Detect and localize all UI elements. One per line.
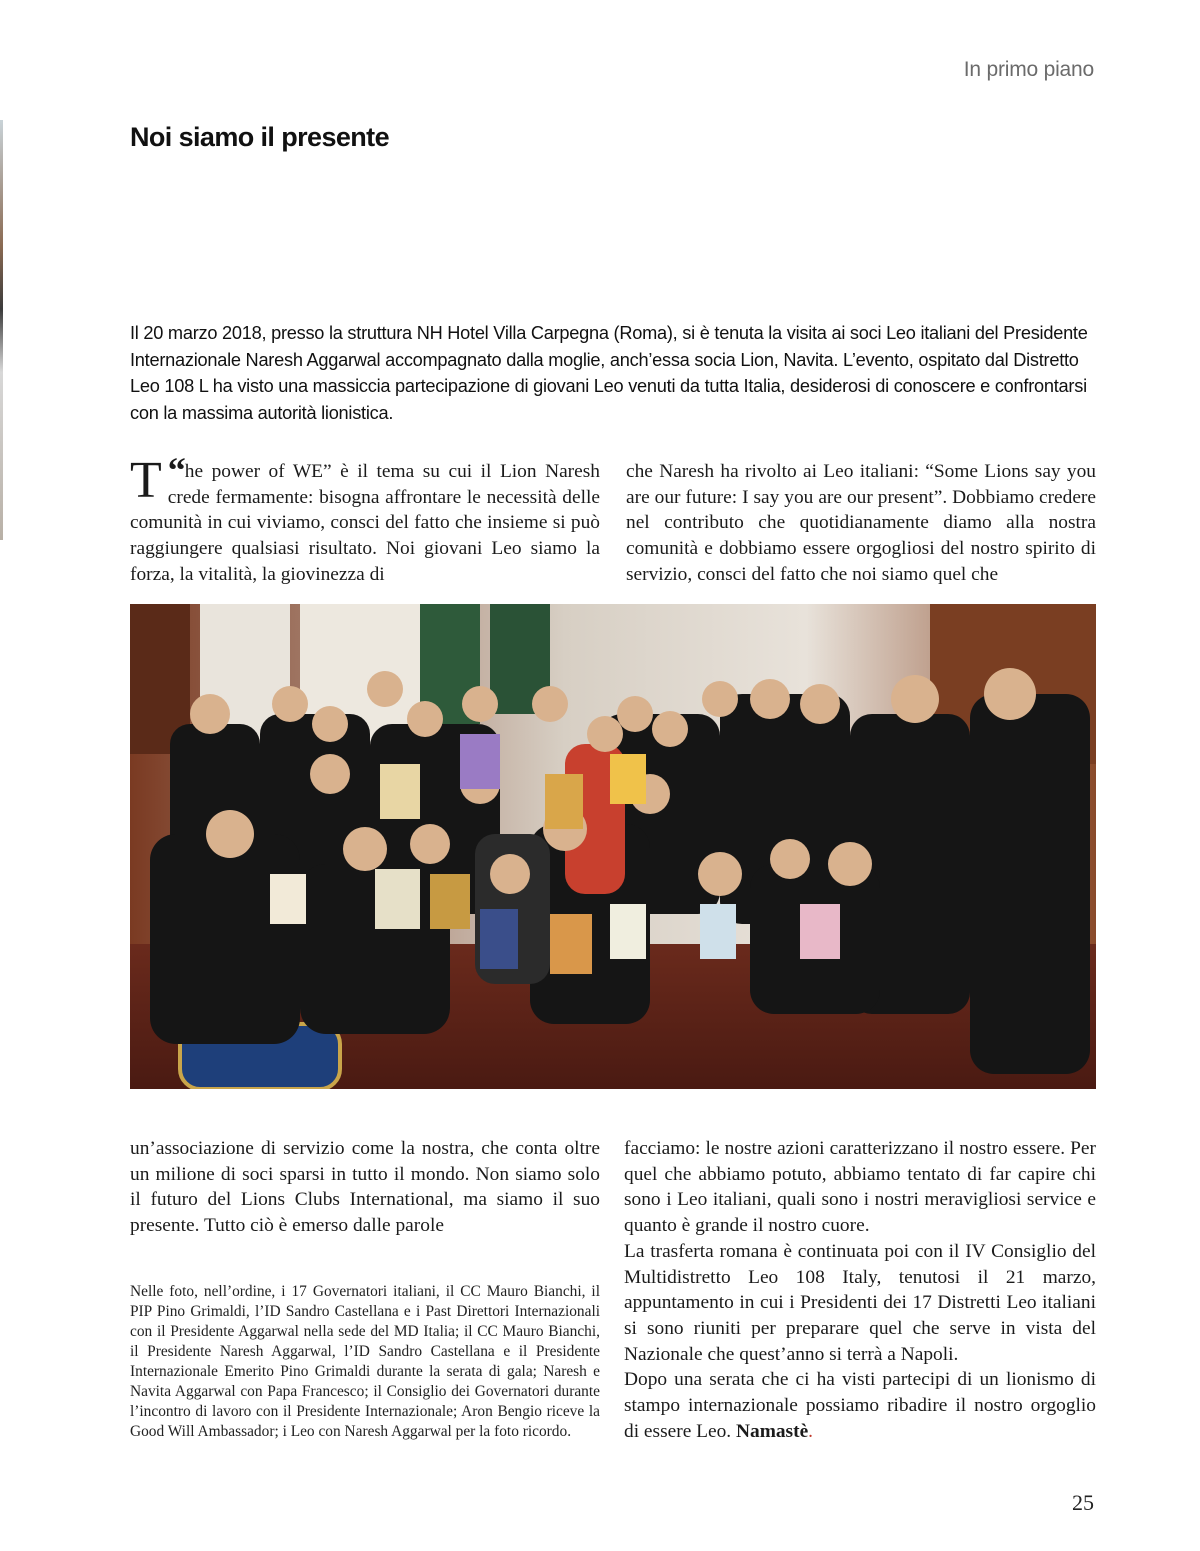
- paragraph-text: he power of WE” è il tema su cui il Lion Naresh crede fermamente: bisogna affrontare le necessità delle comunità in cui viviamo, consci del fatto che insieme si può raggiungere qualsiasi risultato. Noi giovani Leo siamo la forza, la vitalità, la giovinezza di: [130, 461, 600, 585]
- article-title: Noi siamo il presente: [130, 122, 389, 152]
- column-left-top: [130, 450, 600, 588]
- closing-word: Namastè: [736, 1420, 809, 1442]
- column-right-top: [626, 459, 1096, 588]
- paragraph-text: che Naresh ha rivolto ai Leo italiani: “Some Lions say you are our future: I say you are our present”. Dobbiamo credere nel contributo che quotidianamente diamo alla nostra comunità e dobbiamo essere orgogliosi del nostro spirito di servizio, consci del fatto che noi siamo quel che: [626, 461, 1096, 585]
- group-photo: [130, 604, 1096, 1089]
- paragraph-text: La trasferta romana è continuata poi con il IV Consiglio del Multidistretto Leo 108 Italy, tenutosi il 21 marzo, appuntamento in cui i Presidenti dei 17 Distretti Leo italiani si sono riuniti per preparare quel che serve in vista del Nazionale che quest’anno si terrà a Napoli.: [624, 1240, 1096, 1365]
- closing-dot: .: [808, 1420, 814, 1442]
- section-label: In primo piano: [963, 58, 1094, 81]
- open-quote-mark: “: [167, 450, 183, 490]
- drop-cap: T: [130, 452, 162, 509]
- photo-caption: Nelle foto, nell’ordine, i 17 Governatori italiani, il CC Mauro Bianchi, il PIP Pino Grimaldi, l’ID Sandro Castellana e i Past Direttori Internazionali con il Presidente Aggarwal nella sede del MD Italia; il CC Mauro Bianchi, il Presidente Naresh Aggarwal, l’ID Sandro Castellana e il Presidente Internazionale Emerito Pino Grimaldi durante la serata di gala; Naresh e Navita Aggarwal con Papa Francesco; il Consiglio dei Governatori durante l’incontro di lavoro con il Presidente Internazionale; Aron Bengio riceve la Good Will Ambassador; i Leo con Naresh Aggarwal per la foto ricordo.: [130, 1283, 600, 1440]
- article-lead: Il 20 marzo 2018, presso la struttura NH Hotel Villa Carpegna (Roma), si è tenuta la visita ai soci Leo italiani del Presidente Internazionale Naresh Aggarwal accompagnato dalla moglie, anch’essa socia Lion, Navita. L’evento, ospitato dal Distretto Leo 108 L ha visto una massiccia partecipazione di giovani Leo venuti da tutta Italia, desiderosi di conoscere e confrontarsi con la massima autorità lionistica.: [130, 323, 1088, 423]
- paragraph-text: facciamo: le nostre azioni caratterizzano il nostro essere. Per quel che abbiamo potuto, abbiamo tentato di far capire chi sono i Leo italiani, quali sono i nostri meravigliosi service e quanto è grande il nostro cuore.: [624, 1138, 1096, 1237]
- column-left-bottom: [130, 1136, 600, 1239]
- paragraph-text: Dopo una serata che ci ha visti partecipi di un lionismo di stampo internazionale possiamo ribadire il nostro orgoglio di essere Leo.: [624, 1369, 1096, 1442]
- paragraph-opening: [130, 450, 600, 588]
- column-right-bottom: [624, 1136, 1096, 1444]
- paragraph-text: un’associazione di servizio come la nostra, che conta oltre un milione di soci sparsi in tutto il mondo. Non siamo solo il futuro del Lions Clubs International, ma siamo il suo presente. Tutto ciò è emerso dalle parole: [130, 1138, 600, 1237]
- paragraph-closing: [624, 1367, 1096, 1444]
- left-edge-strip: [0, 120, 3, 540]
- page-number: 25: [1072, 1490, 1094, 1515]
